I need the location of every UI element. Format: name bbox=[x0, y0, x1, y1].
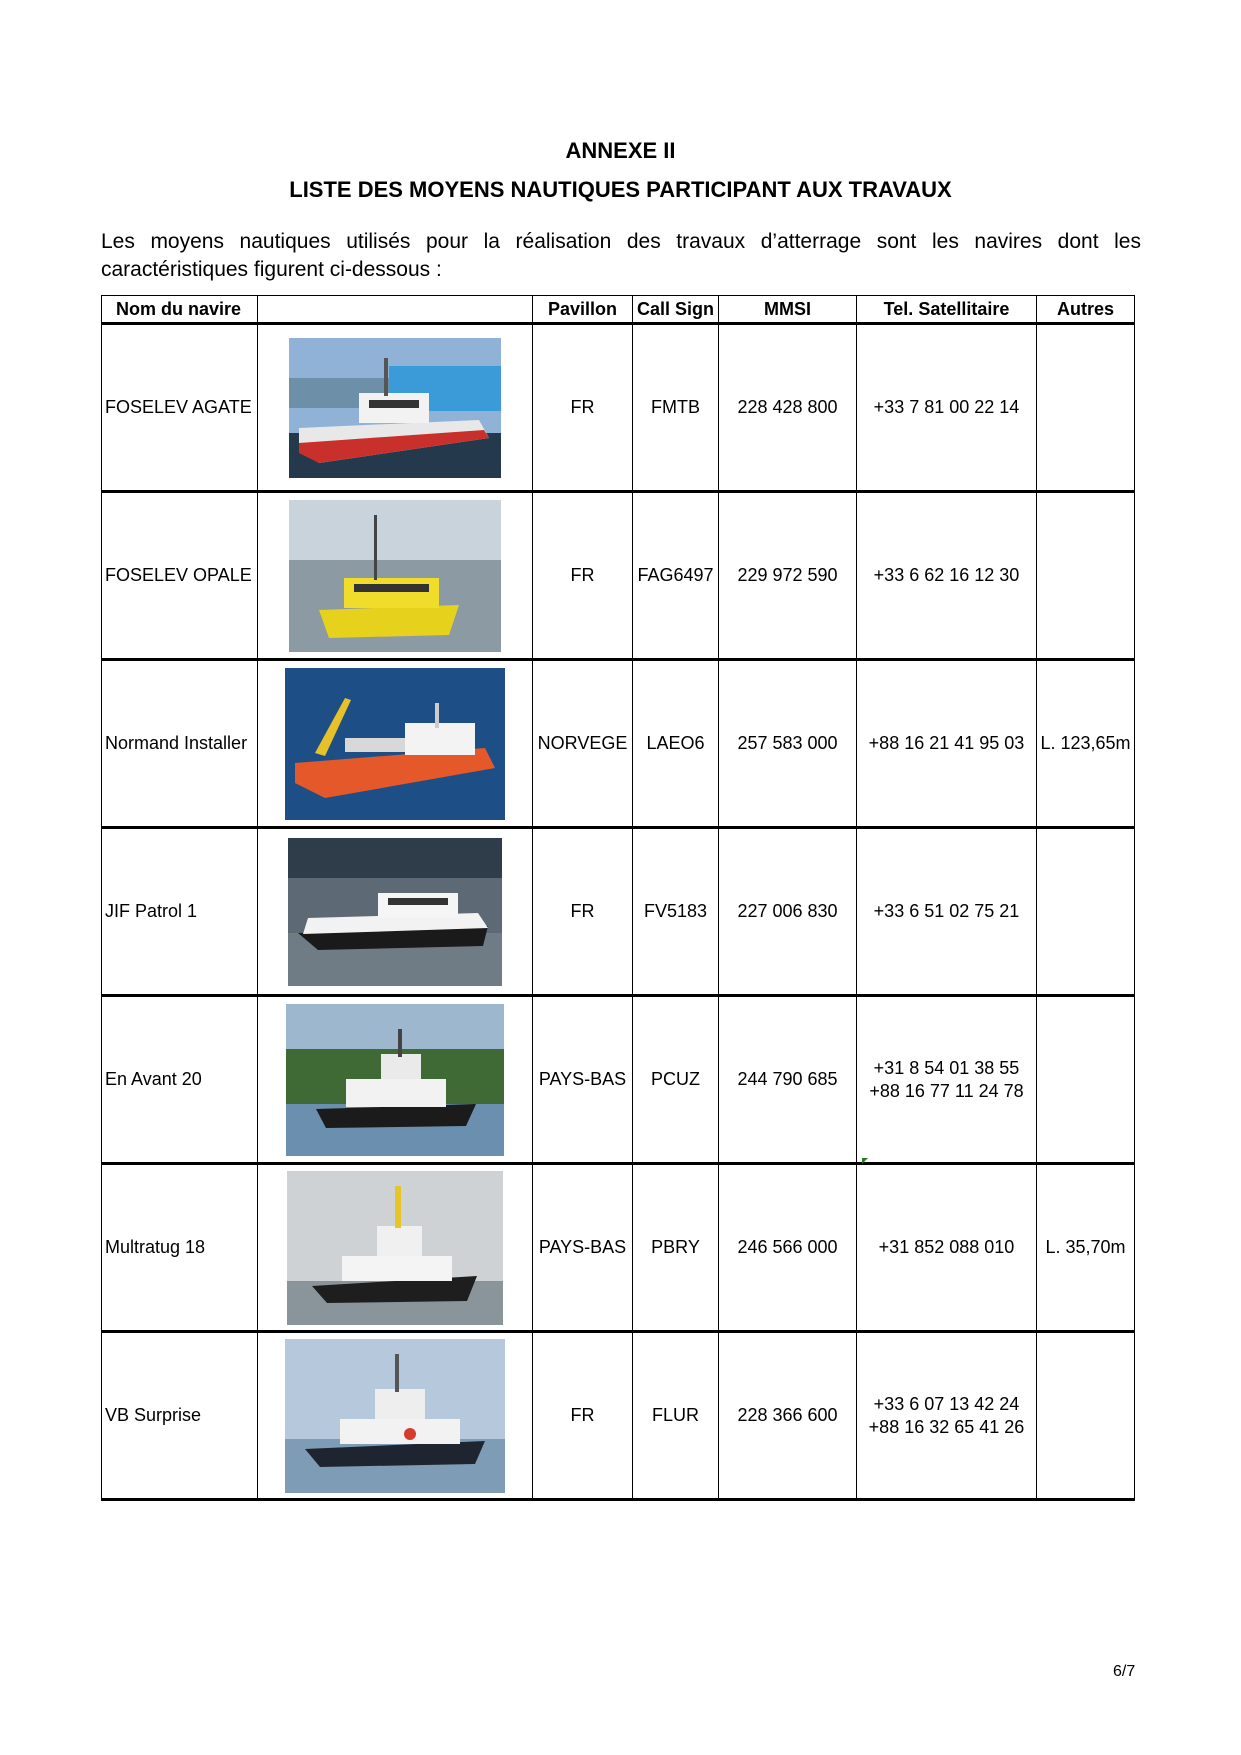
vessel-photo bbox=[286, 1004, 504, 1156]
vessel-call-sign: FAG6497 bbox=[633, 492, 719, 660]
vessel-other bbox=[1037, 324, 1135, 492]
header-other: Autres bbox=[1037, 296, 1135, 324]
intro-paragraph: Les moyens nautiques utilisés pour la réalisation des travaux d’atterrage sont les navires dont les caractéristiques figurent ci-dessous : bbox=[101, 230, 1141, 281]
sat-phone-1: +31 8 54 01 38 55 bbox=[873, 1057, 1020, 1078]
vessel-name: VB Surprise bbox=[102, 1332, 258, 1500]
vessel-mmsi: 229 972 590 bbox=[719, 492, 857, 660]
vessel-photo bbox=[285, 668, 505, 820]
vessel-photo bbox=[288, 838, 502, 986]
table-row bbox=[102, 1164, 1135, 1332]
vessel-other bbox=[1037, 996, 1135, 1164]
vessel-name: FOSELEV AGATE bbox=[102, 324, 258, 492]
header-call-sign: Call Sign bbox=[633, 296, 719, 324]
vessel-photo-cell bbox=[258, 492, 533, 660]
vessel-sat-phone bbox=[857, 1332, 1037, 1500]
sat-phone-1: +33 7 81 00 22 14 bbox=[873, 397, 1020, 417]
sat-phone-2: +88 16 32 65 41 26 bbox=[868, 1416, 1025, 1437]
vessel-other: L. 35,70m bbox=[1037, 1164, 1135, 1332]
vessel-flag: FR bbox=[533, 492, 633, 660]
vessel-flag: NORVEGE bbox=[533, 660, 633, 828]
sat-phone-1: +33 6 07 13 42 24 bbox=[873, 1393, 1020, 1414]
vessel-photo-cell bbox=[258, 1332, 533, 1500]
vessel-mmsi: 257 583 000 bbox=[719, 660, 857, 828]
vessel-mmsi: 244 790 685 bbox=[719, 996, 857, 1164]
vessel-name: Normand Installer bbox=[102, 660, 258, 828]
vessel-mmsi: 246 566 000 bbox=[719, 1164, 857, 1332]
vessel-flag: FR bbox=[533, 828, 633, 996]
table-row bbox=[102, 996, 1135, 1164]
header-flag: Pavillon bbox=[533, 296, 633, 324]
vessel-sat-phone bbox=[857, 1164, 1037, 1332]
vessel-sat-phone bbox=[857, 828, 1037, 996]
vessel-flag: FR bbox=[533, 1332, 633, 1500]
vessel-name: FOSELEV OPALE bbox=[102, 492, 258, 660]
vessel-name: Multratug 18 bbox=[102, 1164, 258, 1332]
vessel-other: L. 123,65m bbox=[1037, 660, 1135, 828]
page-title: LISTE DES MOYENS NAUTIQUES PARTICIPANT AUX TRAVAUX bbox=[289, 177, 952, 202]
vessel-flag: PAYS-BAS bbox=[533, 1164, 633, 1332]
vessel-photo bbox=[289, 500, 501, 652]
vessel-sat-phone bbox=[857, 492, 1037, 660]
vessel-photo-cell bbox=[258, 828, 533, 996]
table-header-row bbox=[102, 296, 1135, 324]
vessel-mmsi: 228 428 800 bbox=[719, 324, 857, 492]
vessel-flag: PAYS-BAS bbox=[533, 996, 633, 1164]
vessel-call-sign: PCUZ bbox=[633, 996, 719, 1164]
vessel-name: En Avant 20 bbox=[102, 996, 258, 1164]
vessel-call-sign: LAEO6 bbox=[633, 660, 719, 828]
vessel-photo bbox=[285, 1339, 505, 1493]
header-photo bbox=[258, 296, 533, 324]
vessel-call-sign: PBRY bbox=[633, 1164, 719, 1332]
vessel-photo-cell bbox=[258, 996, 533, 1164]
vessel-call-sign: FMTB bbox=[633, 324, 719, 492]
vessel-photo-cell bbox=[258, 324, 533, 492]
vessel-flag: FR bbox=[533, 324, 633, 492]
vessel-table bbox=[101, 295, 1135, 1501]
vessel-other bbox=[1037, 1332, 1135, 1500]
sat-phone-1: +88 16 21 41 95 03 bbox=[868, 733, 1025, 753]
vessel-photo bbox=[287, 1171, 503, 1325]
table-row bbox=[102, 1332, 1135, 1500]
vessel-other bbox=[1037, 828, 1135, 996]
vessel-name: JIF Patrol 1 bbox=[102, 828, 258, 996]
table-row bbox=[102, 324, 1135, 492]
header-name: Nom du navire bbox=[102, 296, 258, 324]
table-row bbox=[102, 660, 1135, 828]
page-number: 6/7 bbox=[1113, 1663, 1136, 1680]
vessel-other bbox=[1037, 492, 1135, 660]
vessel-call-sign: FLUR bbox=[633, 1332, 719, 1500]
table-row bbox=[102, 492, 1135, 660]
sat-phone-1: +33 6 51 02 75 21 bbox=[873, 901, 1020, 921]
header-mmsi: MMSI bbox=[719, 296, 857, 324]
vessel-mmsi: 228 366 600 bbox=[719, 1332, 857, 1500]
vessel-mmsi: 227 006 830 bbox=[719, 828, 857, 996]
sat-phone-1: +33 6 62 16 12 30 bbox=[873, 565, 1020, 585]
vessel-sat-phone bbox=[857, 996, 1037, 1164]
sat-phone-2: +88 16 77 11 24 78 bbox=[869, 1080, 1024, 1101]
table-row bbox=[102, 828, 1135, 996]
vessel-sat-phone bbox=[857, 660, 1037, 828]
vessel-photo bbox=[289, 338, 501, 478]
sat-phone-1: +31 852 088 010 bbox=[878, 1237, 1015, 1257]
annex-heading: ANNEXE II bbox=[565, 138, 676, 163]
header-sat-phone: Tel. Satellitaire bbox=[857, 296, 1037, 324]
vessel-photo-cell bbox=[258, 1164, 533, 1332]
vessel-sat-phone bbox=[857, 324, 1037, 492]
vessel-photo-cell bbox=[258, 660, 533, 828]
vessel-call-sign: FV5183 bbox=[633, 828, 719, 996]
